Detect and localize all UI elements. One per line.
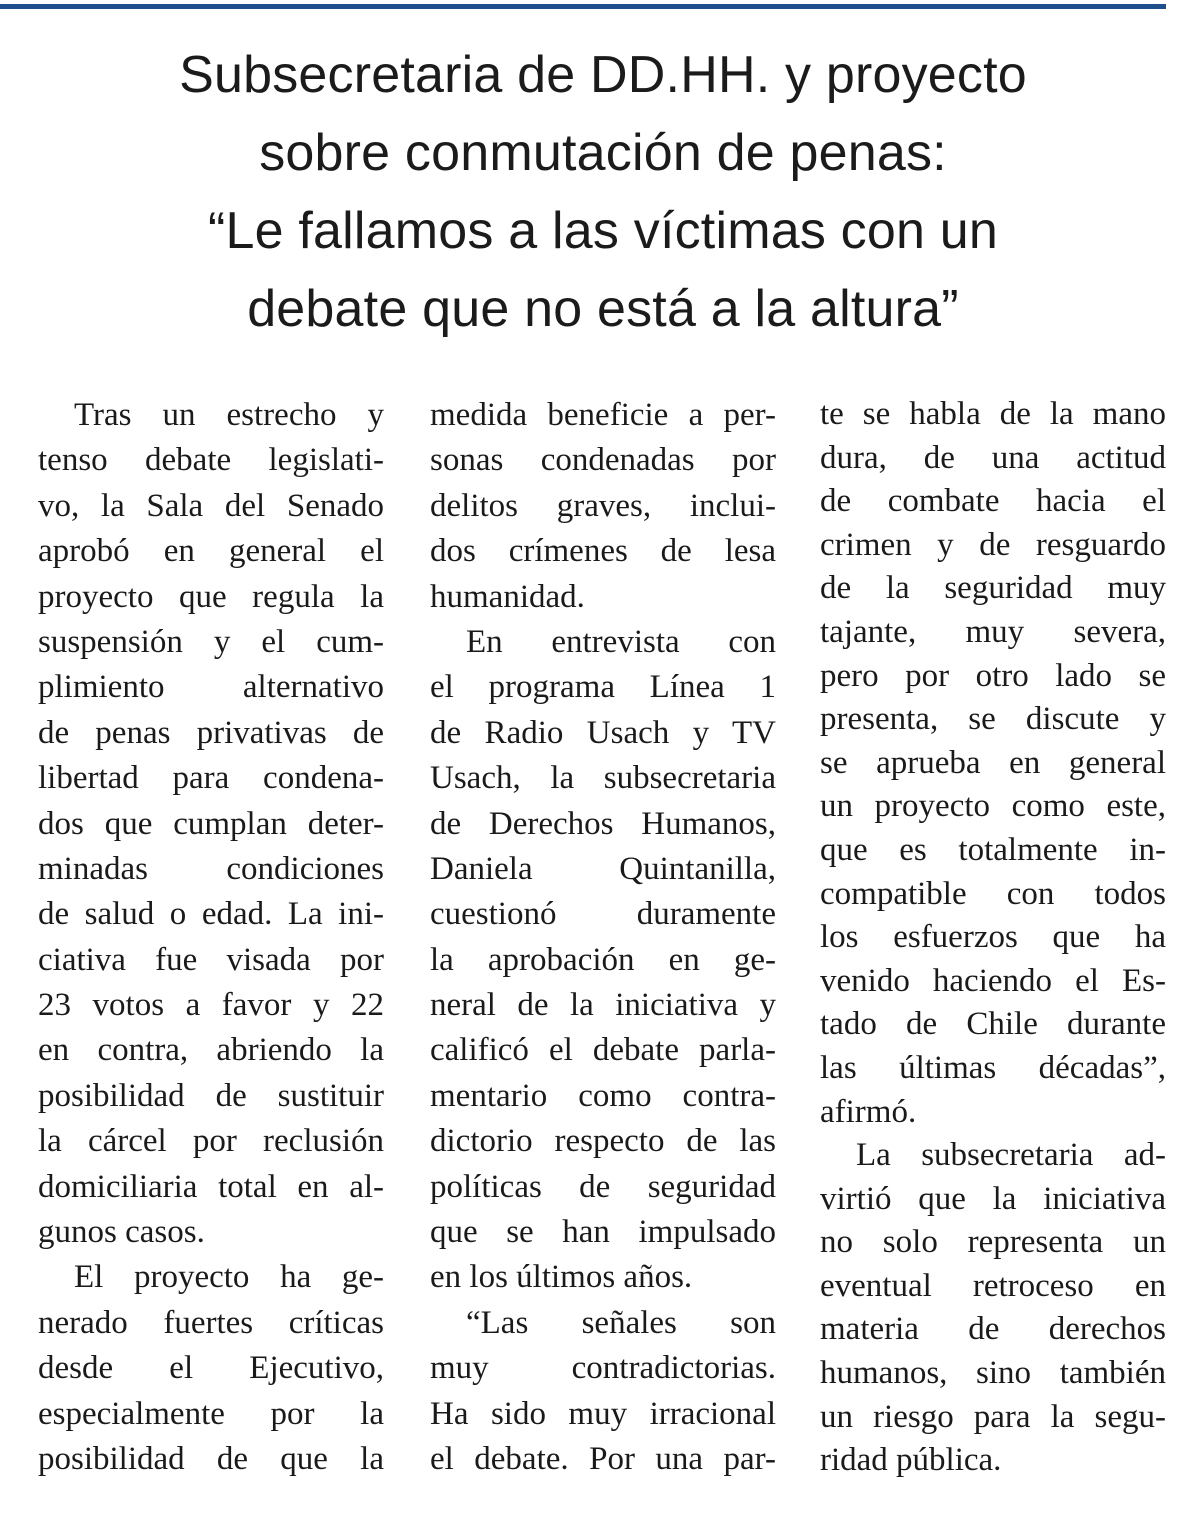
text-line: neral de la iniciativa y [430, 987, 776, 1024]
text-line: materia de derechos [820, 1311, 1166, 1348]
text-line: En entrevista con [466, 623, 776, 660]
headline-line: Subsecretaria de DD.HH. y proyecto [179, 46, 1027, 104]
text-line: de penas privativas de [38, 714, 384, 751]
text-line: ciativa fue visada por [38, 941, 384, 978]
text-line: Ha sido muy irracional [430, 1395, 776, 1432]
text-line: venido haciendo el Es- [820, 962, 1166, 999]
text-line: calificó el debate parla- [430, 1032, 776, 1069]
text-line: de Radio Usach y TV [430, 714, 776, 751]
text-line: “Las señales son [466, 1304, 776, 1341]
text-line: no solo representa un [820, 1224, 1166, 1261]
text-line: cuestionó duramente [430, 896, 776, 933]
text-line: humanidad. [430, 578, 585, 615]
text-line: tado de Chile durante [820, 1006, 1166, 1043]
text-line: las últimas décadas”, [820, 1049, 1166, 1086]
text-line: virtió que la iniciativa [820, 1180, 1166, 1217]
text-line: minadas condiciones [38, 850, 384, 887]
text-line: medida beneficie a per- [430, 397, 776, 433]
text-line: posibilidad de que la [38, 1440, 384, 1477]
text-line: la aprobación en ge- [430, 941, 776, 978]
text-line: desde el Ejecutivo, [38, 1350, 384, 1387]
text-line: eventual retroceso en [820, 1267, 1166, 1304]
text-line: te se habla de la mano [820, 396, 1166, 432]
text-line: afirmó. [820, 1093, 917, 1130]
text-line: ridad pública. [820, 1442, 1002, 1479]
text-line: en contra, abriendo la [38, 1032, 384, 1069]
text-line: los esfuerzos que ha [820, 919, 1166, 956]
text-line: el debate. Por una par- [430, 1440, 776, 1477]
article-column-2 [430, 393, 776, 1482]
text-line: políticas de seguridad [430, 1168, 776, 1205]
text-line: 23 votos a favor y 22 [38, 987, 384, 1024]
text-line: vo, la Sala del Senado [38, 487, 384, 524]
text-line: nerado fuertes críticas [38, 1304, 384, 1341]
text-line: posibilidad de sustituir [38, 1077, 384, 1114]
article-column-3 [820, 393, 1166, 1483]
top-rule [0, 4, 1166, 9]
text-line: el programa Línea 1 [430, 669, 776, 706]
headline-line: sobre conmutación de penas: [259, 124, 947, 182]
text-line: dura, de una actitud [820, 439, 1166, 476]
text-line: El proyecto ha ge- [74, 1259, 384, 1296]
text-line: de salud o edad. La ini- [38, 896, 384, 933]
text-line: presenta, se discute y [820, 701, 1166, 738]
text-line: sonas condenadas por [430, 442, 776, 479]
text-line: dos crímenes de lesa [430, 533, 776, 570]
text-line: Usach, la subsecretaria [430, 760, 776, 797]
text-line: especialmente por la [38, 1395, 384, 1432]
text-line: crimen y de resguardo [820, 526, 1166, 563]
text-line: un riesgo para la segu- [820, 1398, 1166, 1435]
text-line: plimiento alternativo [38, 669, 384, 706]
text-line: libertad para condena- [38, 760, 384, 797]
text-line: en los últimos años. [430, 1259, 693, 1296]
text-line: muy contradictorias. [430, 1350, 776, 1387]
text-line: dictorio respecto de las [430, 1123, 776, 1160]
text-line: La subsecretaria ad- [856, 1137, 1166, 1174]
text-line: que se han impulsado [430, 1214, 776, 1251]
headline-line: “Le fallamos a las víctimas con un [207, 202, 999, 260]
text-line: tenso debate legislati- [38, 442, 384, 479]
text-line: de combate hacia el [820, 483, 1166, 520]
text-line: Daniela Quintanilla, [430, 850, 776, 887]
text-line: suspensión y el cum- [38, 623, 384, 660]
text-line: humanos, sino también [820, 1355, 1166, 1392]
text-line: un proyecto como este, [820, 788, 1166, 825]
text-line: tajante, muy severa, [820, 613, 1166, 650]
text-line: mentario como contra- [430, 1077, 776, 1114]
text-line: de Derechos Humanos, [430, 805, 776, 842]
text-line: proyecto que regula la [38, 578, 384, 615]
text-line: Tras un estrecho y [74, 397, 384, 433]
text-line: delitos graves, inclui- [430, 487, 776, 524]
text-line: domiciliaria total en al- [38, 1168, 384, 1205]
text-line: se aprueba en general [820, 744, 1166, 781]
text-line: gunos casos. [38, 1214, 205, 1251]
text-line: aprobó en general el [38, 533, 384, 570]
headline-line: debate que no está a la altura” [247, 280, 959, 338]
text-line: pero por otro lado se [820, 657, 1166, 694]
text-line: compatible con todos [820, 875, 1166, 912]
headline [40, 36, 1166, 348]
text-line: dos que cumplan deter- [38, 805, 384, 842]
text-line: que es totalmente in- [820, 831, 1166, 868]
article-column-1 [38, 393, 384, 1482]
text-line: de la seguridad muy [820, 570, 1166, 607]
text-line: la cárcel por reclusión [38, 1123, 384, 1160]
